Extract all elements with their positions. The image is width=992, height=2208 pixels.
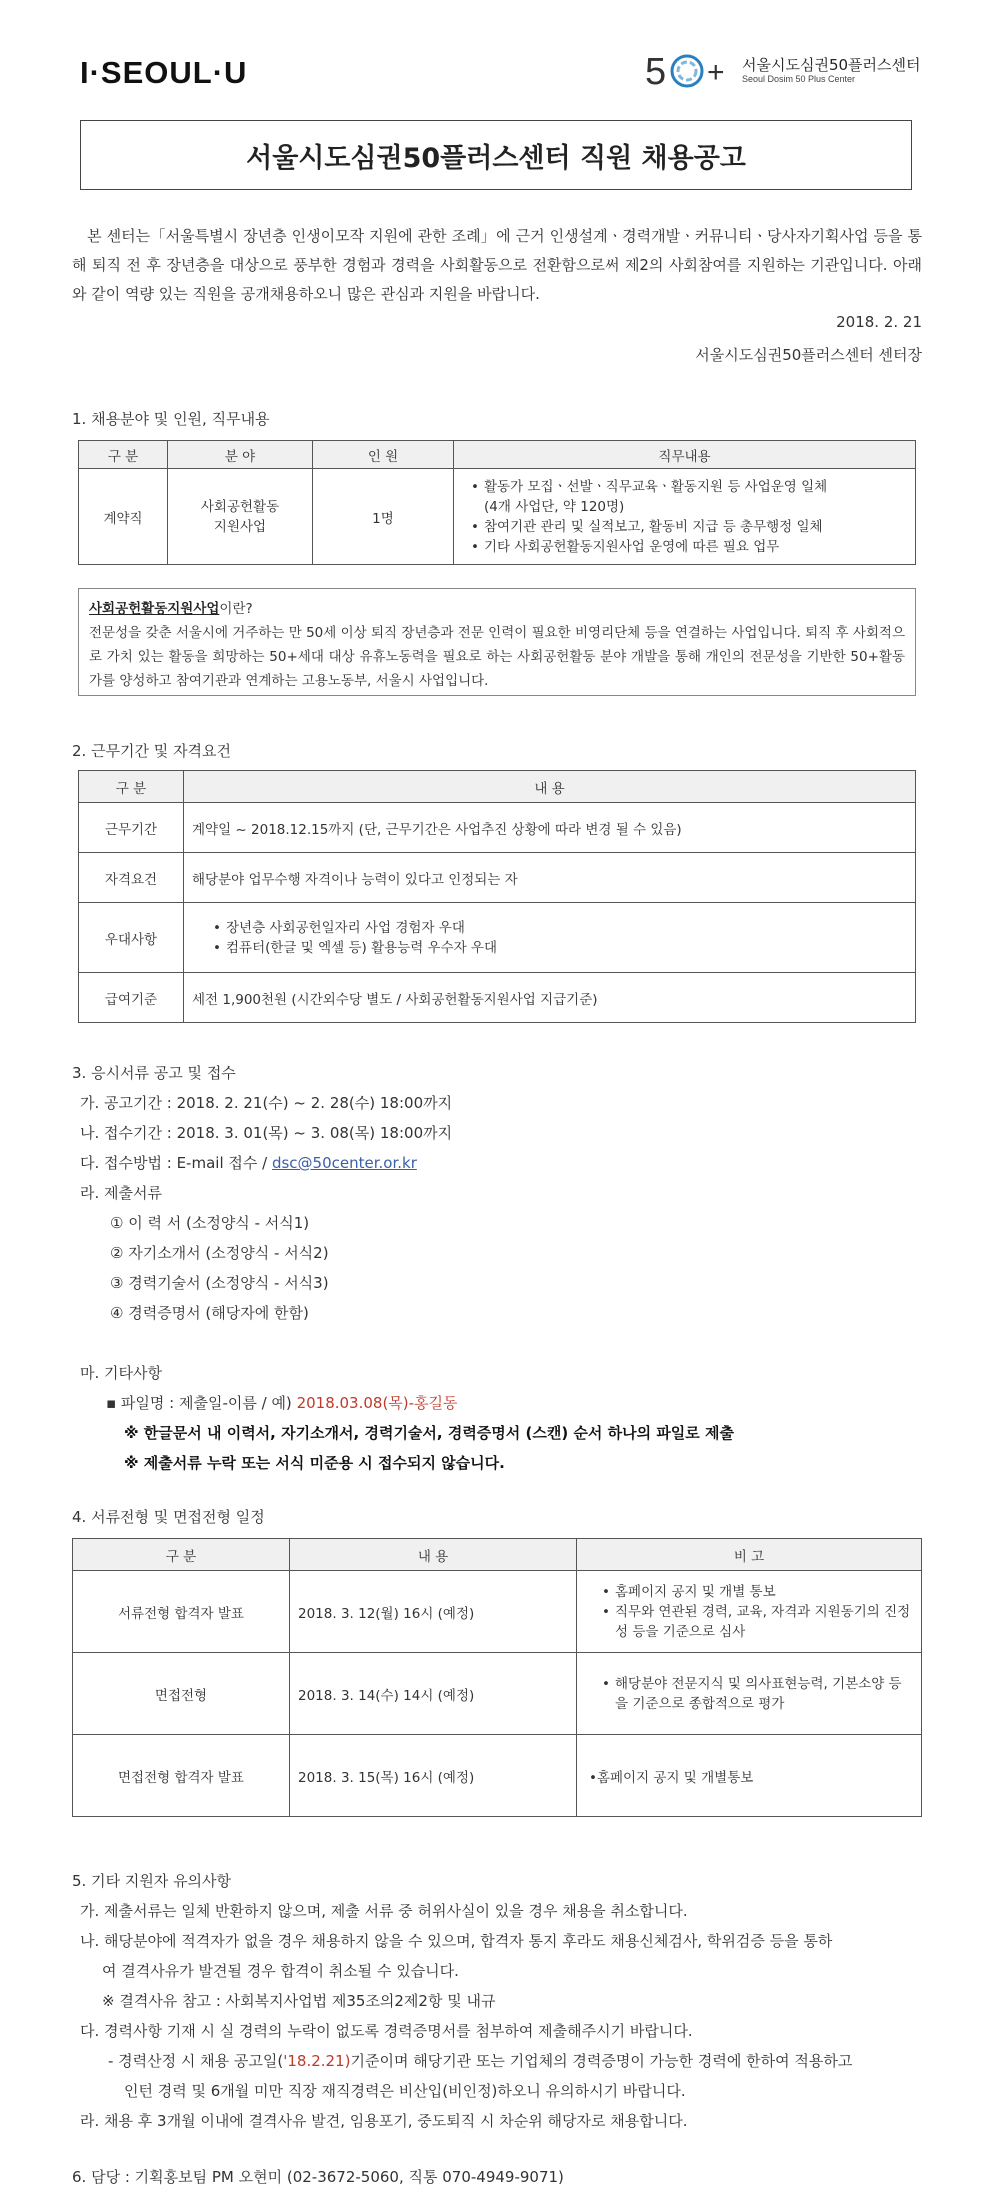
row-label: 우대사항 (79, 903, 184, 973)
note-item: • 홈페이지 공지 및 개별 통보 (615, 1582, 913, 1602)
row-content: 세전 1,900천원 (시간외수당 별도 / 사회공헌활동지원사업 지급기준) (184, 973, 916, 1023)
row-label: 자격요건 (79, 853, 184, 903)
col-date: 내 용 (290, 1539, 577, 1571)
notice-b: 나. 해당분야에 적격자가 없을 경우 채용하지 않을 수 있으며, 합격자 통지 후라도 채용신체검사, 학위검증 등을 통하 (80, 1932, 833, 1950)
notice-c-date: '18.2.21) (283, 2052, 351, 2070)
document-item: ④ 경력증명서 (해당자에 한함) (110, 1304, 309, 1322)
section5-heading: 5. 기타 지원자 유의사항 (72, 1872, 232, 1890)
misc-heading: 마. 기타사항 (80, 1364, 162, 1382)
preference-item: • 컴퓨터(한글 및 엑셀 등) 활용능력 우수자 우대 (226, 938, 907, 958)
application-method (80, 1152, 417, 1173)
announce-date: 2018. 2. 21 (836, 313, 922, 331)
filename-rule-label: ▪ 파일명 : 제출일-이름 / 예) (106, 1394, 297, 1412)
conditions-table (78, 770, 916, 1023)
cell-field: 사회공헌활동 지원사업 (168, 469, 313, 565)
col-note: 비 고 (577, 1539, 922, 1571)
stage-label: 면접전형 (73, 1653, 290, 1735)
col-label: 구 분 (79, 771, 184, 803)
stage-date: 2018. 3. 12(월) 16시 (예정) (290, 1571, 577, 1653)
notice-c-detail2: 인턴 경력 및 6개월 미만 직장 재직경력은 비산입(비인정)하오니 유의하시기 바랍니다. (124, 2082, 686, 2100)
duty-item: • 활동가 모집ㆍ선발ㆍ직무교육ㆍ활동지원 등 사업운영 일체 (4개 사업단, 약 120명) (484, 477, 907, 517)
notice-c: 다. 경력사항 기재 시 실 경력의 누락이 없도록 경력증명서를 첨부하여 제출해주시기 바랍니다. (80, 2022, 693, 2040)
notice-c-detail-suffix: 기준이며 해당기관 또는 기업체의 경력증명이 가능한 경력에 한하여 적용하고 (350, 2052, 853, 2070)
document-item: ① 이 력 서 (소정양식 - 서식1) (110, 1214, 310, 1232)
program-note-title: 사회공헌활동지원사업 (89, 601, 220, 617)
col-field: 분 야 (168, 441, 313, 469)
cell-count: 1명 (313, 469, 454, 565)
svg-text:+: + (707, 56, 725, 89)
announce-org: 서울시도심권50플러스센터 센터장 (695, 346, 922, 364)
col-count: 인 원 (313, 441, 454, 469)
program-note-body: 전문성을 갖춘 서울시에 거주하는 만 50세 이상 퇴직 장년층과 전문 인력이 필요한 비영리단체 등을 연결하는 사업입니다. 퇴직 후 사회적으로 가치 있는 활동을 희망하는 50+세대 대상 유휴노동력을 필요로 하는 사회공헌활동 분야 개발을 통해 개인의 전문성을 기반한 50+활동가를 양성하고 참여기관과 연계하는 고용노동부, 서울시 사업입니다. (89, 625, 905, 689)
documents-heading: 라. 제출서류 (80, 1184, 162, 1202)
row-label: 급여기준 (79, 973, 184, 1023)
intro-paragraph: 본 센터는「서울특별시 장년층 인생이모작 지원에 관한 조례」에 근거 인생설계ㆍ경력개발ㆍ커뮤니티ㆍ당사자기획사업 등을 통해 퇴직 전 후 장년층을 대상으로 풍부한 경험과 경력을 사회활동으로 전환함으로써 제2의 사회참여를 지원하는 기관입니다. 아래와 같이 역량 있는 직원을 공개채용하오니 많은 관심과 지원을 바랍니다. (72, 227, 922, 303)
recruit-table (78, 440, 916, 565)
col-stage: 구 분 (73, 1539, 290, 1571)
page-title: 서울시도심권50플러스센터 직원 채용공고 (80, 120, 912, 190)
cell-duties (454, 469, 916, 565)
row-label: 근무기간 (79, 803, 184, 853)
notice-d: 라. 채용 후 3개월 이내에 결격사유 발견, 임용포기, 중도퇴직 시 차순위 해당자로 채용합니다. (80, 2112, 688, 2130)
section1-heading: 1. 채용분야 및 인원, 직무내용 (72, 410, 270, 428)
row-content: 계약일 ~ 2018.12.15까지 (단, 근무기간은 사업추진 상황에 따라 변경 될 수 있음) (184, 803, 916, 853)
filename-rule (106, 1392, 458, 1413)
notice-c-detail (108, 2050, 852, 2071)
filename-example: 2018.03.08(목)-홍길동 (296, 1394, 458, 1412)
center-name-english: Seoul Dosim 50 Plus Center (742, 74, 856, 84)
stage-note: •홈페이지 공지 및 개별통보 (577, 1735, 922, 1817)
duty-item: • 참여기관 관리 및 실적보고, 활동비 지급 등 총무행정 일체 (484, 517, 907, 537)
file-note: ※ 한글문서 내 이력서, 자기소개서, 경력기술서, 경력증명서 (스캔) 순서 하나의 파일로 제출 (124, 1424, 734, 1442)
contact-info: 6. 담당 : 기획홍보팀 PM 오현미 (02-3672-5060, 직통 070-4949-9071) (72, 2168, 564, 2186)
schedule-table (72, 1538, 922, 1817)
document-item: ② 자기소개서 (소정양식 - 서식2) (110, 1244, 329, 1262)
note-item: • 직무와 연관된 경력, 교육, 자격과 지원동기의 진정성 등을 기준으로 심사 (615, 1602, 913, 1642)
section2-heading: 2. 근무기간 및 자격요건 (72, 742, 232, 760)
stage-note (577, 1653, 922, 1735)
notice-b-cont: 여 결격사유가 발견될 경우 합격이 취소될 수 있습니다. (102, 1962, 459, 1980)
application-email-link[interactable]: dsc@50center.or.kr (271, 1154, 417, 1172)
document-item: ③ 경력기술서 (소정양식 - 서식3) (110, 1274, 329, 1292)
program-note-box (78, 588, 916, 696)
section3-heading: 3. 응시서류 공고 및 접수 (72, 1064, 236, 1082)
notice-c-detail-prefix: - 경력산정 시 채용 공고일( (108, 2052, 284, 2070)
duty-item: • 기타 사회공헌활동지원사업 운영에 따른 필요 업무 (484, 537, 907, 557)
note-item: • 해당분야 전문지식 및 의사표현능력, 기본소양 등을 기준으로 종합적으로 평가 (615, 1674, 913, 1714)
notice-b-ref: ※ 결격사유 참고 : 사회복지사업법 제35조의2제2항 및 내규 (102, 1992, 496, 2010)
svg-text:5: 5 (645, 51, 667, 93)
cell-type: 계약직 (79, 469, 168, 565)
stage-label: 면접전형 합격자 발표 (73, 1735, 290, 1817)
stage-date: 2018. 3. 15(목) 16시 (예정) (290, 1735, 577, 1817)
row-content: 해당분야 업무수행 자격이나 능력이 있다고 인정되는 자 (184, 853, 916, 903)
application-period: 나. 접수기간 : 2018. 3. 01(목) ~ 3. 08(목) 18:00까지 (80, 1124, 453, 1142)
center-name-logo-text: 서울시도심권50플러스센터 (742, 56, 921, 74)
program-note-title-suffix: 이란? (219, 601, 253, 617)
stage-label: 서류전형 합격자 발표 (73, 1571, 290, 1653)
col-content: 내 용 (184, 771, 916, 803)
50plus-logo-icon (645, 46, 735, 96)
row-content (184, 903, 916, 973)
col-type: 구 분 (79, 441, 168, 469)
col-duties: 직무내용 (454, 441, 916, 469)
iseoulu-logo: I·SEOUL·U (80, 55, 248, 90)
application-method-label: 다. 접수방법 : E-mail 접수 / (80, 1154, 272, 1172)
section4-heading: 4. 서류전형 및 면접전형 일정 (72, 1508, 265, 1526)
stage-date: 2018. 3. 14(수) 14시 (예정) (290, 1653, 577, 1735)
notice-period: 가. 공고기간 : 2018. 2. 21(수) ~ 2. 28(수) 18:00까지 (80, 1094, 453, 1112)
file-note: ※ 제출서류 누락 또는 서식 미준용 시 접수되지 않습니다. (124, 1454, 505, 1472)
notice-a: 가. 제출서류는 일체 반환하지 않으며, 제출 서류 중 허위사실이 있을 경우 채용을 취소합니다. (80, 1902, 688, 1920)
preference-item: • 장년층 사회공헌일자리 사업 경험자 우대 (226, 918, 907, 938)
stage-note (577, 1571, 922, 1653)
